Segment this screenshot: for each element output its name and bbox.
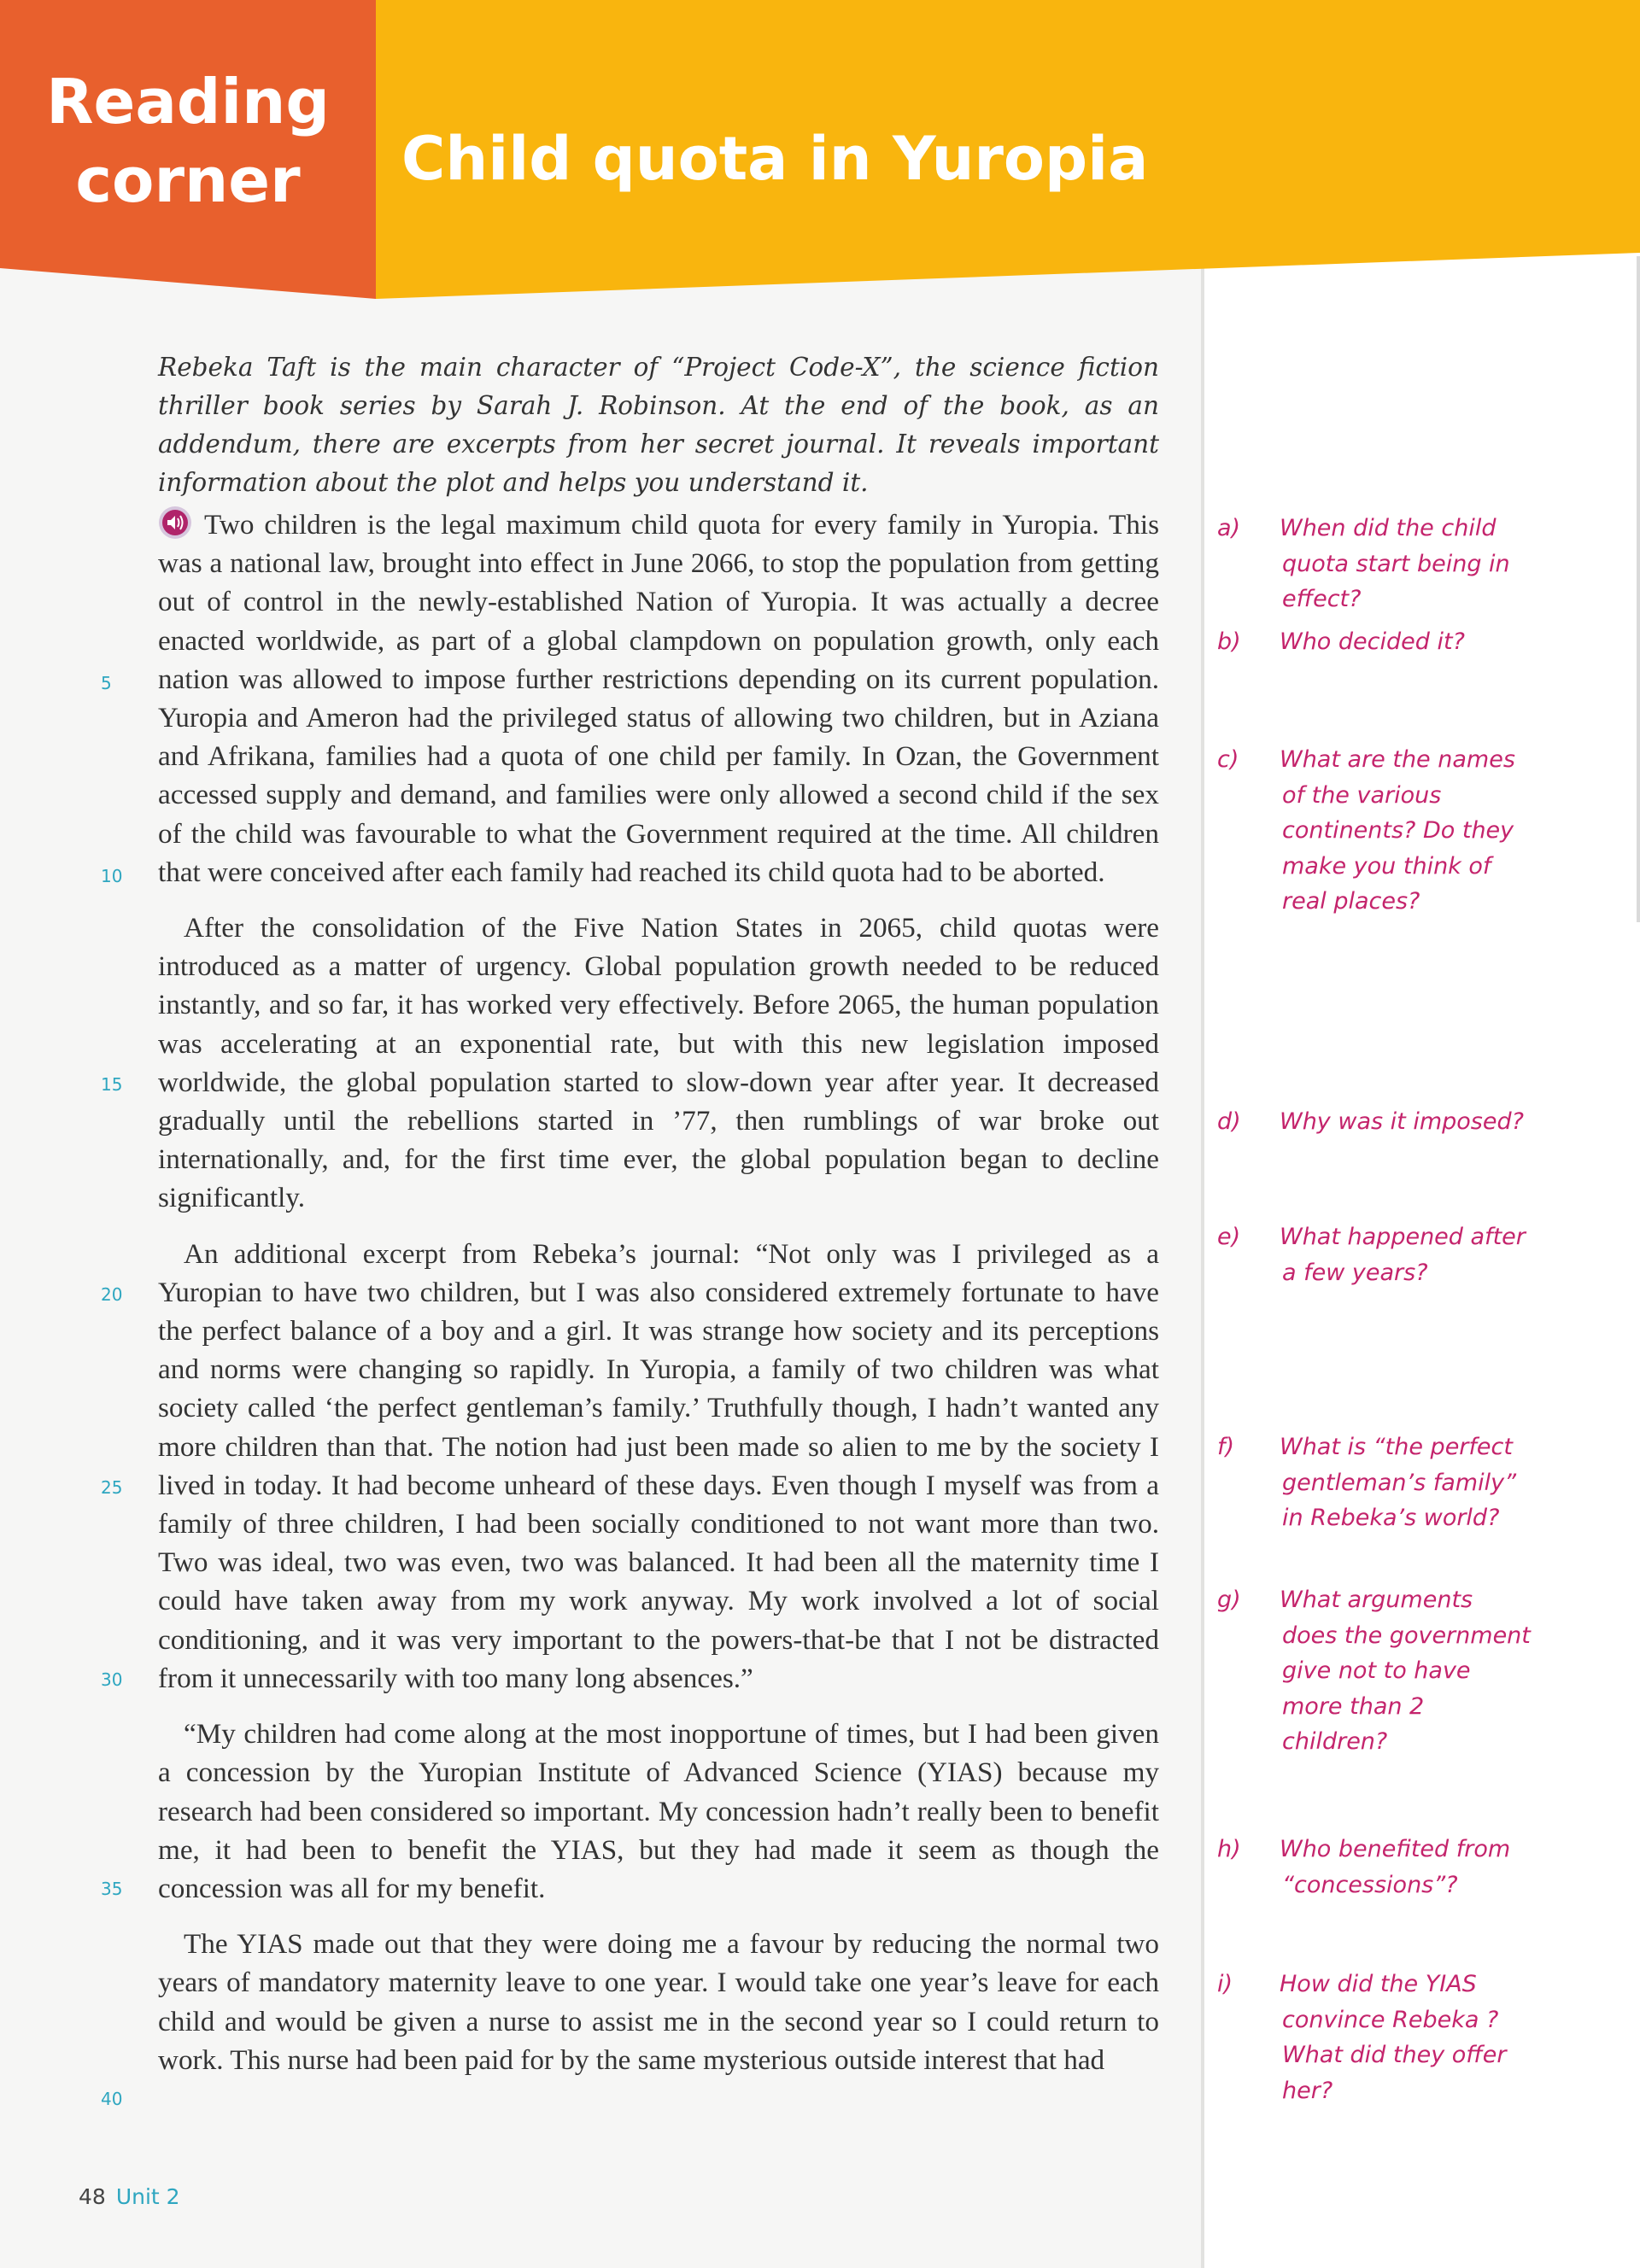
question-e: e) What happened after a few years? xyxy=(1217,1224,1526,1286)
paragraph-4: “My children had come along at the most inopportune of times, but I had been given a concession by the Yuropian Institute of Advanced Science (YIAS) because my research had been considered so important. My concession hadn’t really been to benefit me, it had been to benefit the YIAS, but they had made it seem as though the concession was all for my benefit. xyxy=(158,1718,1159,1904)
page-footer xyxy=(79,2184,180,2209)
question-d: d) Why was it imposed? xyxy=(1217,1108,1524,1135)
line-number: 20 xyxy=(101,1284,123,1305)
question-h: h) Who benefited from “concessions”? xyxy=(1217,1836,1511,1898)
speaker-icon[interactable] xyxy=(158,506,192,540)
question-g: g) What arguments does the government give not to have more than 2 children? xyxy=(1217,1587,1531,1755)
section-label xyxy=(0,0,376,282)
line-number: 35 xyxy=(101,1879,123,1899)
paper-edge xyxy=(1201,256,1204,2268)
page-title: Child quota in Yuropia xyxy=(401,124,1149,194)
unit-label: Unit 2 xyxy=(115,2184,180,2209)
section-label-line1: Reading xyxy=(46,66,330,137)
line-number: 5 xyxy=(101,673,112,693)
right-margin-edge xyxy=(1637,256,1640,922)
question-a: a) When did the child quota start being in effect? xyxy=(1217,515,1510,612)
paragraph-5: The YIAS made out that they were doing me a favour by reducing the normal two years of mandatory maternity leave to one year. I would take one year’s leave for each child and would be given a nurse to assist me in the second year so I could return to work. This nurse had been paid for by the same mysterious outside interest that had xyxy=(158,1928,1159,2076)
line-number: 15 xyxy=(101,1074,123,1095)
paragraph-2: After the consolidation of the Five Nation States in 2065, child quotas were introduced as a matter of urgency. Global population growth needed to be reduced instantly, and so far, it has worked very effectively. Before 2065, the human population was accelerating at an exponential rate, but with this new legislation imposed worldwide, the global population started to slow-down year after year. It decreased gradually until the rebellions started in ’77, then rumblings of war broke out internationally, and, for the first time ever, the global population began to decline significantly. xyxy=(158,912,1159,1214)
paragraph-1-text: Two children is the legal maximum child quota for every family in Yuropia. This was a national law, brought into effect in June 2066, to stop the population from getting out of control in the newly-established Nation of Yuropia. It was actually a decree enacted worldwide, as part of a global clampdown on population growth, only each nation was allowed to impose further restrictions depending on its current population. Yuropia and Ameron had the privileged status of allowing two children, but in Aziana and Afrikana, families had a quota of one child per family. In Ozan, the Government accessed supply and demand, and families were only allowed a second child if the sex of the child was favourable to what the Government required at the time. All children that were conceived after each family had reached its child quota had to be aborted. xyxy=(158,509,1159,888)
page-number: 48 xyxy=(79,2184,106,2209)
paragraph-3: An additional excerpt from Rebeka’s journal: “Not only was I privileged as a Yuropian to have two children, but I was also considered extremely fortunate to have the perfect balance of a boy and a girl. It was strange how society and its perceptions and norms were changing so rapidly. In Yuropia, a family of two children was what society called ‘the perfect gentleman’s family.’ Truthfully though, I hadn’t wanted any more children than that. The notion had just been made so alien to me by the society I lived in today. It had become unheard of these days. Even though I myself was from a family of three children, I had been socially conditioned to not want more than two. Two was ideal, two was even, two was balanced. It had been all the maternity time I could have taken away from my work anyway. My work involved a lot of social conditioning, and it was very important to the powers-that-be that I not be distracted from it unnecessarily with too many long absences.” xyxy=(158,1237,1159,1694)
question-f: f) What is “the perfect gentleman’s family” in Rebeka’s world? xyxy=(1217,1434,1517,1531)
question-i: i) How did the YIAS convince Rebeka ? What did they offer her? xyxy=(1217,1971,1507,2104)
line-number: 40 xyxy=(101,2089,123,2109)
line-number: 25 xyxy=(101,1477,123,1498)
article-body xyxy=(158,506,1159,2096)
line-number: 30 xyxy=(101,1669,123,1690)
line-number: 10 xyxy=(101,866,123,886)
intro-text: Rebeka Taft is the main character of “Project Code-X”, the science fiction thriller book series by Sarah J. Robinson. At the end of the book, as an addendum, there are excerpts from her secret journal. It reveals important information about the plot and helps you understand it. xyxy=(158,353,1159,497)
question-c: c) What are the names of the various continents? Do they make you think of real places? xyxy=(1217,746,1515,915)
section-label-line2: corner xyxy=(75,144,301,216)
question-b: b) Who decided it? xyxy=(1217,628,1465,655)
paragraph-1 xyxy=(158,506,1159,891)
